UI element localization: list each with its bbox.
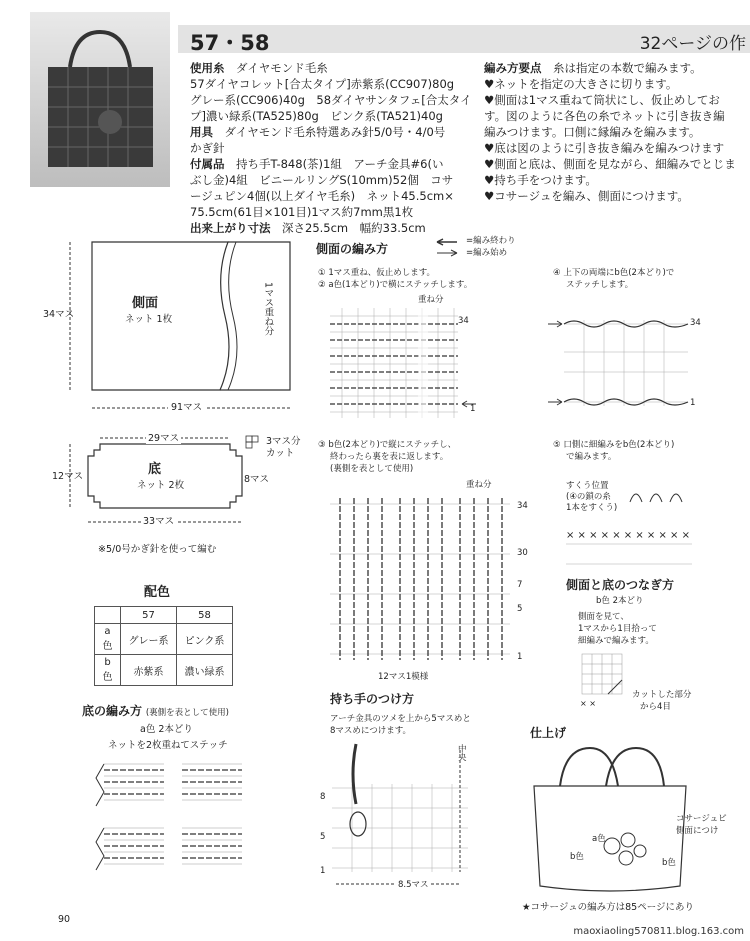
side-step-3a: ③ b色(2本どり)で縦にステッチし、: [318, 440, 457, 450]
svg-text:× × × × × × × × × × ×: × × × × × × × × × × ×: [566, 530, 690, 541]
color-table: [94, 606, 233, 686]
product-photo: [30, 12, 170, 187]
pattern-number: 57・58: [190, 31, 270, 55]
overlap-label: 1マス重ね分: [262, 282, 274, 336]
row-5: 5: [517, 604, 523, 614]
pickup-note-3: 1本をすくう): [566, 503, 618, 513]
tools-line-2: かぎ針: [190, 141, 225, 155]
side-step-5b: で編みます。: [566, 452, 617, 462]
point-3: す。図のように各色の糸でネットに引き抜き編: [484, 109, 725, 123]
point-1: ♥ネットを指定の大きさに切ります。: [484, 77, 678, 91]
page-number: 90: [58, 914, 71, 925]
yarn-line: 使用糸 ダイヤモンド毛糸: [190, 61, 328, 75]
repeat-label: 12マス1模様: [378, 672, 429, 682]
finish-pin-1: コサージュピ: [676, 814, 727, 824]
finish-pin-2: 側面につけ: [676, 826, 719, 836]
tools-line: 用具 ダイヤモンド毛糸特選あみ針5/0号・4/0号: [190, 125, 446, 139]
finish-b-color-2: b色: [662, 858, 676, 868]
finish-b-color-1: b色: [570, 852, 584, 862]
handle-width: 8.5マス: [398, 880, 429, 890]
side-step-3b: 終わったら裏を表に返します。: [330, 452, 449, 462]
point-7: ♥持ち手をつけます。: [484, 173, 597, 187]
corsage-note: ★コサージュの編み方は85ページにあり: [522, 902, 695, 913]
join-diagram: [578, 650, 638, 710]
handle-l2: 8マスめにつけます。: [330, 726, 412, 736]
color-table-title: 配色: [144, 585, 171, 600]
point-6: ♥側面と底は、側面を見ながら、細編みでとじま: [484, 157, 736, 171]
handle-row-1: 1: [320, 866, 326, 876]
handle-grid: [326, 744, 476, 894]
row-34-b: 34: [517, 501, 528, 511]
cut-label: 3マス分: [266, 436, 301, 447]
size-line: 出来上がり寸法 深さ25.5cm 幅約33.5cm: [190, 221, 426, 235]
bottom-width: 33マス: [143, 516, 175, 527]
bottom-side-label: 8マス: [244, 474, 270, 485]
bottom-knit-title: 底の編み方 (裏側を表として使用): [82, 704, 229, 718]
bottom-panel-sub: ネット 2枚: [137, 480, 185, 491]
join-cut-1: カットした部分: [632, 690, 692, 700]
parts-line-4: 75.5cm(61目×101目)1マス約7mm黒1枚: [190, 205, 414, 219]
finish-title: 仕上げ: [530, 726, 567, 740]
yarn-spec-2: グレー系(CC906)40g 58ダイヤサンタフェ[合太タイ: [190, 93, 472, 107]
points-intro: 編み方要点 糸は指定の本数で編みます。: [484, 61, 702, 75]
yarn-spec-3: プ]濃い緑系(TA525)80g ピンク系(TA521)40g: [190, 109, 443, 123]
parts-line-2: ぶし金)4組 ビニールリングS(10mm)52個 コサ: [190, 173, 454, 187]
join-l2: 1マスから1目拾って: [578, 624, 657, 634]
point-4: 編みつけます。口側に縁編みを編みます。: [484, 125, 701, 139]
overlap-marker-1: 重ね分: [418, 295, 444, 305]
bottom-height: 12マス: [52, 471, 84, 482]
join-title: 側面と底のつなぎ方: [566, 578, 675, 592]
svg-text:× ×: × ×: [580, 699, 596, 708]
bottom-knit-l2: ネットを2枚重ねてステッチ: [108, 740, 228, 751]
row-7: 7: [517, 580, 523, 590]
bottom-panel-title: 底: [148, 462, 162, 477]
side-knit-title: 側面の編み方: [316, 242, 389, 256]
parts-line-3: ージュピン4個(以上ダイヤ毛糸) ネット45.5cm×: [190, 189, 454, 203]
handle-row-5: 5: [320, 832, 326, 842]
hook-note: ※5/0号かぎ針を使って編む: [98, 544, 217, 555]
bottom-knit-diagram: [90, 756, 270, 876]
point-8: ♥コサージュを編み、側面につけます。: [484, 189, 689, 203]
finish-a-color: a色: [592, 834, 606, 844]
join-l3: 細編みで編みます。: [578, 636, 654, 646]
point-2: ♥側面は1マス重ねて筒状にし、仮止めしてお: [484, 93, 720, 107]
pickup-note-1: すくう位置: [566, 481, 609, 491]
color-row-b: b色 赤紫系 濃い緑系: [95, 655, 233, 686]
row-34-a: 34: [458, 316, 469, 326]
overlap-marker-2: 重ね分: [466, 480, 492, 490]
side-step-4a: ④ 上下の両端にb色(2本どり)で: [553, 268, 675, 278]
row-34-c: 34: [690, 318, 701, 328]
bottom-top-width: 29マス: [148, 433, 180, 444]
handle-l1: アーチ金具のツメを上から5マスめと: [330, 714, 471, 724]
color-table-header: 57 58: [95, 607, 233, 624]
join-sub: b色 2本どり: [596, 596, 644, 606]
row-1-a: 1: [470, 404, 476, 414]
side-step-3c: (裏側を表として使用): [330, 464, 414, 474]
center-label: 中央: [456, 744, 467, 761]
legend-end: =編み終わり: [466, 236, 516, 246]
row-1-c: 1: [690, 398, 696, 408]
point-5: ♥底は図のように引き抜き編みを編みつけます: [484, 141, 725, 155]
row-1-b: 1: [517, 652, 523, 662]
side-height-label: 34マス: [43, 309, 75, 320]
edge-stitch-grid: [548, 312, 698, 412]
side-step-1: ① 1マス重ね、仮止めします。: [318, 268, 436, 278]
side-panel-title: 側面: [132, 296, 159, 311]
edge-sc-diagram: [562, 476, 702, 566]
handle-row-8: 8: [320, 792, 326, 802]
finished-bag-illustration: [520, 736, 700, 901]
parts-line-1: 付属品 持ち手T-848(茶)1組 アーチ金具#6(い: [190, 157, 444, 171]
page-reference: 32ページの作: [639, 34, 746, 54]
side-step-5a: ⑤ 口側に細編みをb色(2本どり): [553, 440, 675, 450]
side-panel-sub: ネット 1枚: [125, 314, 173, 325]
join-l1: 側面を見て、: [578, 612, 629, 622]
legend-start: =編み始め: [466, 248, 508, 258]
yarn-spec-1: 57ダイヤコレット[合太タイプ]赤紫系(CC907)80g: [190, 77, 455, 91]
handle-title: 持ち手のつけ方: [330, 692, 415, 706]
side-step-2: ② a色(1本どり)で横にステッチします。: [318, 280, 473, 290]
bag-photo-illustration: [30, 12, 170, 187]
color-row-a: a色 グレー系 ピンク系: [95, 624, 233, 655]
row-30: 30: [517, 548, 528, 558]
legend-arrows: [435, 236, 465, 258]
cut-label-2: カット: [266, 448, 295, 459]
bottom-knit-l1: a色 2本どり: [140, 724, 193, 735]
side-width-label: 91マス: [168, 402, 205, 413]
pickup-note-2: (④の鎖の糸: [566, 492, 611, 502]
footer-url: maoxiaoling570811.blog.163.com: [573, 926, 744, 937]
side-step-4b: ステッチします。: [566, 280, 634, 290]
join-cut-2: から4目: [640, 702, 671, 712]
